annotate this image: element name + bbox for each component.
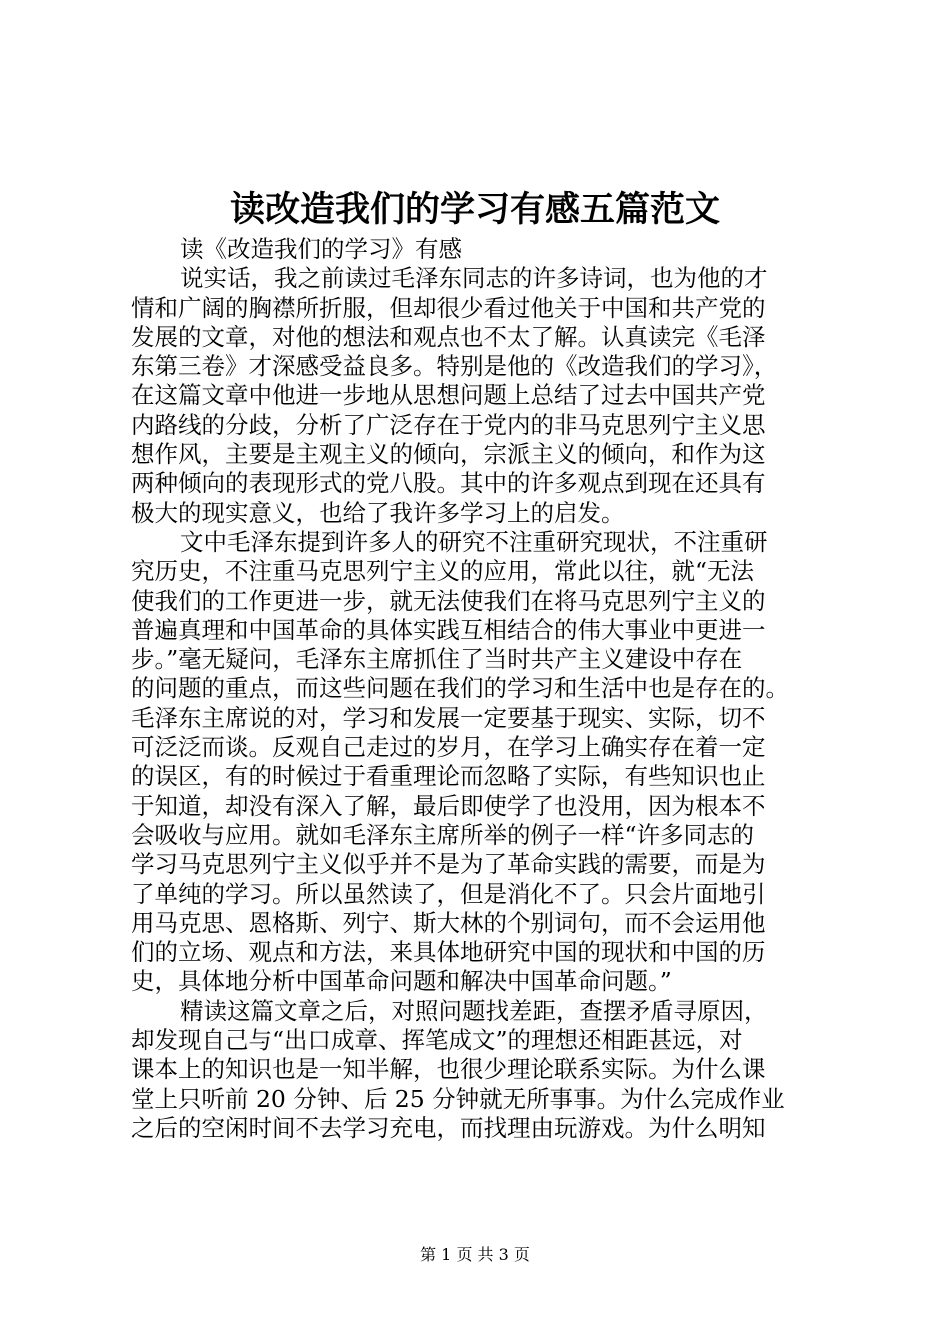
- paragraph-line: 之后的空闲时间不去学习充电，而找理由玩游戏。为什么明知: [131, 1113, 766, 1142]
- paragraph-line: 想作风，主要是主观主义的倾向，宗派主义的倾向，和作为这: [131, 440, 766, 469]
- paragraph-line: 用马克思、恩格斯、列宁、斯大林的个别词句，而不会运用他: [131, 908, 766, 937]
- paragraph-line: 却发现自己与“出口成章、挥笔成文”的理想还相距甚远，对: [131, 1026, 743, 1055]
- paragraph-line: 的问题的重点，而这些问题在我们的学习和生活中也是存在的。: [131, 674, 789, 703]
- paragraph-line: 了单纯的学习。所以虽然读了，但是消化不了。只会片面地引: [131, 879, 766, 908]
- paragraph-line: 可泛泛而谈。反观自己走过的岁月，在学习上确实存在着一定: [131, 733, 766, 762]
- paragraph-line: 极大的现实意义，也给了我许多学习上的启发。: [131, 498, 625, 527]
- paragraph-line: 毛泽东主席说的对，学习和发展一定要基于现实、实际，切不: [131, 703, 766, 732]
- paragraph-line: 史，具体地分析中国革命问题和解决中国革命问题。”: [131, 967, 672, 996]
- page-number-footer: 第 1 页 共 3 页: [420, 1245, 530, 1264]
- paragraph-line: 精读这篇文章之后，对照问题找差距，查摆矛盾寻原因，: [180, 996, 768, 1025]
- paragraph-line: 步。”毫无疑问，毛泽东主席抓住了当时共产主义建设中存在: [131, 645, 743, 674]
- paragraph-line: 两种倾向的表现形式的党八股。其中的许多观点到现在还具有: [131, 469, 766, 498]
- paragraph-line: 普遍真理和中国革命的具体实践互相结合的伟大事业中更进一: [131, 615, 766, 644]
- paragraph-line: 究历史，不注重马克思列宁主义的应用，常此以往，就“无法: [131, 557, 755, 586]
- paragraph-line: 课本上的知识也是一知半解，也很少理论联系实际。为什么课: [131, 1055, 766, 1084]
- paragraph-line: 的误区，有的时候过于看重理论而忽略了实际，有些知识也止: [131, 762, 766, 791]
- paragraph-line: 学习马克思列宁主义似乎并不是为了革命实践的需要，而是为: [131, 850, 766, 879]
- subtitle-line: 读《改造我们的学习》有感: [180, 235, 462, 263]
- paragraph-line: 于知道，却没有深入了解，最后即使学了也没用，因为根本不: [131, 791, 766, 820]
- paragraph-line: 文中毛泽东提到许多人的研究不注重研究现状，不注重研: [180, 527, 768, 556]
- paragraph-line: 东第三卷》才深感受益良多。特别是他的《改造我们的学习》，: [131, 352, 778, 381]
- paragraph-line: 在这篇文章中他进一步地从思想问题上总结了过去中国共产党: [131, 381, 766, 410]
- document-body: [131, 235, 851, 1143]
- paragraph-line: 会吸收与应用。就如毛泽东主席所举的例子一样“许多同志的: [131, 820, 755, 849]
- paragraph-line: 堂上只听前 20 分钟、后 25 分钟就无所事事。为什么完成作业: [131, 1084, 785, 1113]
- paragraph-line: 说实话，我之前读过毛泽东同志的许多诗词，也为他的才: [180, 264, 768, 293]
- document-title: 读改造我们的学习有感五篇范文: [229, 189, 720, 230]
- paragraph-line: 情和广阔的胸襟所折服，但却很少看过他关于中国和共产党的: [131, 293, 766, 322]
- paragraph-line: 发展的文章，对他的想法和观点也不太了解。认真读完《毛泽: [131, 322, 766, 351]
- paragraph-line: 内路线的分歧，分析了广泛存在于党内的非马克思列宁主义思: [131, 410, 766, 439]
- paragraph-line: 使我们的工作更进一步，就无法使我们在将马克思列宁主义的: [131, 586, 766, 615]
- paragraph-line: 们的立场、观点和方法，来具体地研究中国的现状和中国的历: [131, 938, 766, 967]
